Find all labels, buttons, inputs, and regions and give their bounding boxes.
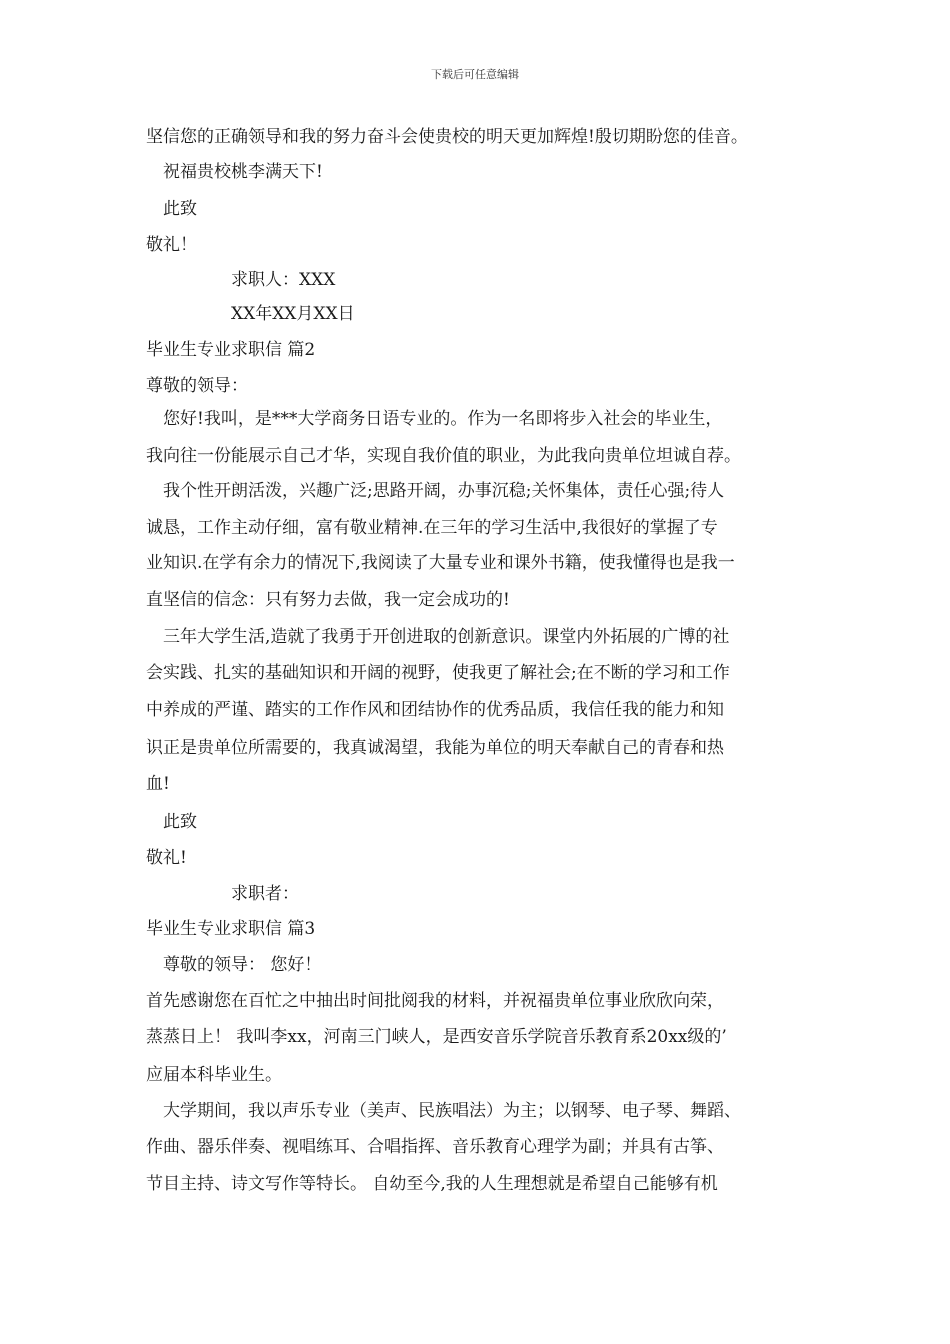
letter-line: 我个性开朗活泼，兴趣广泛;思路开阔，办事沉稳;关怀集体，责任心强;待人 xyxy=(163,481,725,501)
letter-line: 此致 xyxy=(163,812,197,832)
letter-line: 敬礼! xyxy=(146,848,187,868)
letter-line: 三年大学生活,造就了我勇于开创进取的创新意识。课堂内外拓展的广博的社 xyxy=(163,627,730,647)
letter-line: 求职者： xyxy=(231,884,299,904)
letter-line: 诚恳，工作主动仔细，富有敬业精神.在三年的学习生活中,我很好的掌握了专 xyxy=(146,518,718,538)
page-header: 下载后可任意编辑 xyxy=(431,68,519,81)
letter-line: 蒸蒸日上！ 我叫李xx，河南三门峡人，是西安音乐学院音乐教育系20xx级的’ xyxy=(146,1027,727,1047)
section-title: 毕业生专业求职信 篇3 xyxy=(146,919,316,939)
letter-line: 作曲、器乐伴奏、视唱练耳、合唱指挥、音乐教育心理学为副；并具有古筝、 xyxy=(146,1137,724,1157)
letter-line: 中养成的严谨、踏实的工作作风和团结协作的优秀品质，我信任我的能力和知 xyxy=(146,700,724,720)
letter-line: XX年XX月XX日 xyxy=(231,304,355,324)
letter-line: 祝福贵校桃李满天下! xyxy=(163,162,323,182)
letter-line: 此致 xyxy=(163,199,197,219)
letter-line: 业知识.在学有余力的情况下,我阅读了大量专业和课外书籍，使我懂得也是我一 xyxy=(146,553,735,573)
letter-line: 识正是贵单位所需要的，我真诚渴望，我能为单位的明天奉献自己的青春和热 xyxy=(146,738,724,758)
letter-line: 坚信您的正确领导和我的努力奋斗会使贵校的明天更加辉煌!殷切期盼您的佳音。 xyxy=(146,127,748,147)
letter-line: 直坚信的信念：只有努力去做，我一定会成功的! xyxy=(146,590,510,610)
letter-line: 我向往一份能展示自己才华，实现自我价值的职业，为此我向贵单位坦诚自荐。 xyxy=(146,446,741,466)
letter-line: 首先感谢您在百忙之中抽出时间批阅我的材料，并祝福贵单位事业欣欣向荣， xyxy=(146,991,724,1011)
letter-line: 应届本科毕业生。 xyxy=(146,1065,282,1085)
letter-line: 尊敬的领导： xyxy=(146,376,248,396)
letter-line: 血! xyxy=(146,774,170,794)
letter-line: 节目主持、诗文写作等特长。 自幼至今,我的人生理想就是希望自己能够有机 xyxy=(146,1174,718,1194)
letter-line: 大学期间，我以声乐专业（美声、民族唱法）为主；以钢琴、电子琴、舞蹈、 xyxy=(163,1101,741,1121)
letter-line: 尊敬的领导： 您好！ xyxy=(163,955,322,975)
letter-line: 会实践、扎实的基础知识和开阔的视野，使我更了解社会;在不断的学习和工作 xyxy=(146,663,730,683)
letter-line: 敬礼！ xyxy=(146,235,197,255)
letter-line: 您好!我叫，是***大学商务日语专业的。作为一名即将步入社会的毕业生， xyxy=(163,409,723,429)
letter-line: 求职人：XXX xyxy=(231,270,336,290)
section-title: 毕业生专业求职信 篇2 xyxy=(146,340,316,360)
